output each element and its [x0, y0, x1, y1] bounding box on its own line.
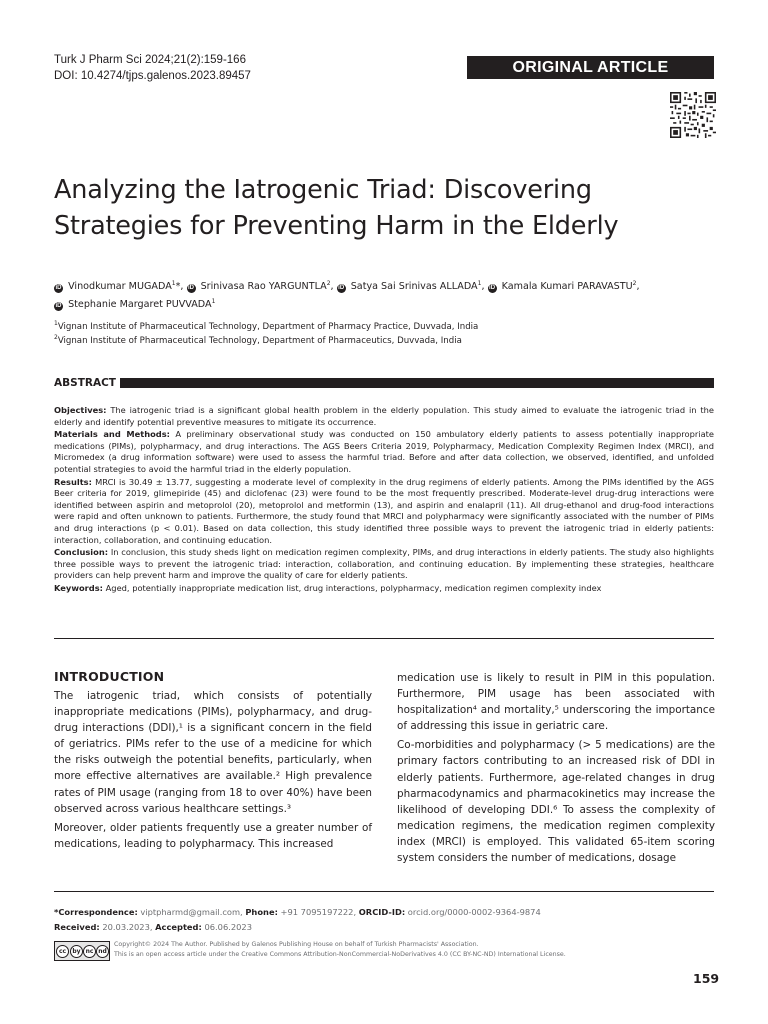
license-text: [114, 940, 714, 959]
author-name: Stephanie Margaret PUVVADA: [68, 299, 212, 310]
orcid-icon[interactable]: iD: [489, 285, 496, 291]
abstract-objectives: [54, 405, 714, 428]
page-number: 159: [693, 971, 720, 986]
correspondence-block: [54, 905, 714, 935]
affiliation-text: Vignan Institute of Pharmaceutical Technology, Department of Pharmacy Practice, Duvvada, India: [57, 322, 479, 332]
journal-citation: Turk J Pharm Sci 2024;21(2):159-166: [54, 54, 246, 66]
orcid-link[interactable]: orcid.org/0000-0002-9364-9874: [407, 907, 541, 917]
abstract-body: [54, 405, 714, 596]
accepted-date: 06.06.2023: [204, 922, 252, 932]
license-line: This is an open access article under the Creative Commons Attribution-NonCommercial-NoDerivatives 4.0 (CC BY-NC-ND) International License.: [114, 950, 566, 958]
nc-icon: nc: [83, 945, 96, 958]
section-label: Results:: [54, 476, 92, 487]
cc-license-icon[interactable]: [54, 941, 110, 961]
affiliation-text: Vignan Institute of Pharmaceutical Technology, Department of Pharmaceutics, Duvvada, India: [57, 336, 462, 346]
affiliation-number: 2: [54, 334, 58, 341]
abstract-header: [54, 376, 714, 390]
section-text: The iatrogenic triad is a significant global health problem in the elderly population. This study aimed to evaluate the iatrogenic triad in the elderly and identify potential preventive measures to mitigate its occurrence.: [54, 405, 714, 427]
correspondence-label: *Correspondence:: [54, 907, 138, 917]
abstract-heading: ABSTRACT: [54, 376, 120, 390]
article-type-badge: ORIGINAL ARTICLE: [467, 56, 714, 79]
author: iD Vinodkumar MUGADA$^1$*,: [55, 280, 187, 292]
section-text: A preliminary observational study was conducted on 150 ambulatory elderly patients to assess potentially inappropriate medications (PIMs), polypharmacy, and drug interactions. The AGS Beers Criteria 2019, Polypharmacy, Medication Complexity Regimen Index (MRCI), and Micromedex (a drug information software) were used to assess the harmful triad. Before and after data collection, we observed, identified, and unfolded potential strategies to avoid the harmful triad in the elderly population.: [54, 429, 715, 474]
author-list: [54, 278, 714, 314]
correspondence-line: [54, 905, 714, 920]
affiliation-marker: 1: [211, 298, 216, 305]
author: iD Satya Sai Srinivas ALLADA$^1$,: [338, 280, 488, 292]
license-block: [54, 940, 714, 962]
abstract-conclusion: [54, 547, 714, 582]
by-icon: by: [70, 945, 83, 958]
phone-label: Phone:: [245, 907, 278, 917]
affiliation-marker: 1: [477, 280, 482, 287]
body-paragraph: The iatrogenic triad, which consists of potentially inappropriate medications (PIMs), polypharmacy, and drug-drug interactions (DDI),¹ is a significant concern in the field of geriatrics. PIMs refer to the use of a medicine for which the risks outweigh the potential benefits, particularly, when more effective alternatives are available.² High prevalence rates of PIM usage (ranging from 18 to over 40%) have been observed across various healthcare settings.³: [54, 690, 372, 815]
author-name: Satya Sai Srinivas ALLADA: [350, 281, 478, 292]
affiliation-list: [54, 320, 714, 348]
accepted-label: Accepted:: [155, 922, 202, 932]
section-text: MRCI is 30.49 ± 13.77, suggesting a moderate level of complexity in the drug regimens of elderly patients. Among the PIMs identified by the AGS Beer criteria for 2019, glimepiride (45) and diclofenac (23) were found to be the most frequently prescribed. Moderate-level drug-drug interactions were identified between aspirin and metoprolol (20), metoprolol and metformin (13), and aspirin and enalapril (11). All drug-ethanol and drug-food interactions were rapid and often unknown to patients. Furthermore, the study found that MRCI and polypharmacy were significantly associated with the number of PIMs and drug interactions (p < 0.01). Based on data collection, this study identified three possible ways to prevent the iatrogenic triad in elderly patients: interaction, collaboration, and continuing education.: [54, 476, 714, 545]
author-name: Vinodkumar MUGADA: [68, 281, 172, 292]
orcid-label: ORCID-ID:: [358, 907, 406, 917]
affiliation-number: 1: [54, 320, 58, 327]
section-label: Objectives:: [54, 405, 107, 415]
body-paragraph: Moreover, older patients frequently use a greater number of medications, leading to polypharmacy. This increased: [54, 821, 372, 850]
affiliation: [54, 320, 714, 334]
author-name: Kamala Kumari PARAVASTU: [501, 281, 633, 292]
correspondence-email[interactable]: viptpharmd@gmail.com,: [140, 907, 243, 917]
phone-number: +91 7095197222,: [280, 907, 357, 917]
section-label: Materials and Methods:: [54, 429, 171, 440]
dates-line: [54, 920, 714, 935]
article-title: [54, 172, 694, 244]
abstract-keywords: [54, 583, 714, 595]
orcid-icon[interactable]: iD: [55, 303, 62, 309]
affiliation-marker: 1: [171, 280, 176, 287]
abstract-methods: [54, 429, 714, 475]
author: iD Srinivasa Rao YARGUNTLA$^2$,: [188, 280, 337, 292]
journal-reference: [54, 52, 251, 84]
footer-rule: [54, 891, 714, 892]
article-title-line-1: Analyzing the Iatrogenic Triad: Discovering: [54, 175, 592, 205]
orcid-icon[interactable]: iD: [55, 285, 62, 291]
author: iD Kamala Kumari PARAVASTU$^2$,: [489, 280, 640, 292]
abstract-divider-bar: [118, 378, 714, 388]
affiliation-marker: 2: [632, 280, 637, 287]
affiliation: [54, 334, 714, 348]
section-heading-introduction: INTRODUCTION: [54, 669, 165, 684]
cc-icon: cc: [56, 945, 69, 958]
nd-icon: nd: [96, 945, 109, 958]
abstract-bottom-rule: [54, 638, 714, 639]
qr-code-icon: [670, 92, 716, 138]
author: [54, 299, 215, 310]
section-text: Aged, potentially inappropriate medication list, drug interactions, polypharmacy, medication regimen complexity index: [102, 582, 602, 593]
body-column-right: [397, 670, 715, 869]
author-name: Srinivasa Rao YARGUNTLA: [200, 281, 327, 292]
abstract-results: [54, 477, 714, 547]
body-column-left: [54, 668, 372, 855]
affiliation-marker: 2: [326, 280, 331, 287]
body-paragraph: medication use is likely to result in PIM in this population. Furthermore, PIM usage has been associated with hospitalization⁴ and mortality,⁵ underscoring the importance of addressing this issue in geriatric care.: [397, 672, 715, 733]
body-paragraph: Co-morbidities and polypharmacy (> 5 medications) are the primary factors contributing to an increased risk of DDI in elderly patients. Furthermore, age-related changes in drug pharmacodynamics and pharmacokinetics may increase the likelihood of developing DDI.⁶ To assess the complexity of medication regimens, the medication regimen complexity index (MRCI) is employed. This validated 65-item scoring system considers the number of medications, dosage: [397, 739, 715, 865]
received-date: 20.03.2023,: [102, 922, 153, 932]
copyright-line: Copyright© 2024 The Author. Published by Galenos Publishing House on behalf of Turkish Pharmacists' Association.: [114, 941, 479, 948]
received-label: Received:: [54, 922, 100, 932]
doi[interactable]: DOI: 10.4274/tjps.galenos.2023.89457: [54, 70, 251, 82]
orcid-icon[interactable]: iD: [188, 285, 194, 291]
section-label: Keywords:: [54, 582, 103, 593]
article-title-line-2: Strategies for Preventing Harm in the Elderly: [54, 211, 619, 241]
section-label: Conclusion:: [54, 547, 109, 558]
section-text: In conclusion, this study sheds light on medication regimen complexity, PIMs, and drug interactions in elderly patients. The study also highlights three possible ways to prevent the iatrogenic triad: interaction, collaboration, and continuing education. By implementing these strategies, healthcare providers can help prevent harm and improve the quality of care for elderly patients.: [54, 547, 714, 581]
orcid-icon[interactable]: iD: [338, 285, 345, 291]
correspondence-marker: *: [175, 281, 181, 292]
